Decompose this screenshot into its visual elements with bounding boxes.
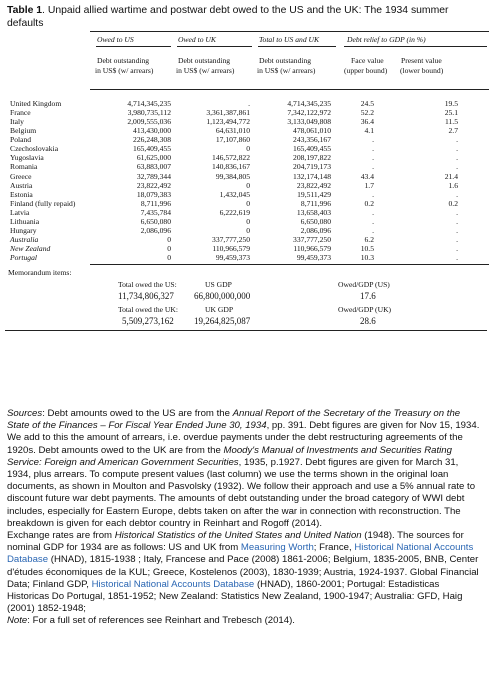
note-text: (HNAD), 1860-2001; Portugal: Estadisticas Historicas Do Portugal, 1851-1952; New Zealand: Statistics New Zealand, 1900-1947; Australia: GFD, Haig (2001) 1852-1948;: [7, 578, 463, 615]
cell-present-value: 11.5: [444, 117, 458, 127]
cell-total: 337,777,250: [293, 235, 331, 245]
cell-owed-us: 0: [167, 235, 171, 245]
rule-uk-group: [177, 46, 252, 47]
table-caption: . Unpaid allied wartime and postwar debt owed to the US and the UK: The 1934 summer defaults: [7, 5, 449, 29]
cell-face-value: 10.5: [360, 244, 374, 254]
cell-total: 4,714,345,235: [287, 99, 331, 108]
cell-total: 99,459,373: [296, 253, 331, 263]
cell-present-value: 2.7: [448, 126, 458, 136]
cell-total: 13,658,403: [296, 207, 331, 217]
cell-country: Portugal: [10, 253, 38, 263]
cell-owed-uk: 110,966,579: [212, 244, 250, 254]
cell-present-value: 19.5: [444, 99, 458, 108]
cell-owed-us: 0: [167, 244, 171, 254]
cell-owed-uk: 3,361,387,861: [206, 108, 250, 118]
cell-present-value: .: [456, 235, 458, 245]
cell-owed-us: 23,822,492: [136, 180, 171, 190]
cell-present-value: .: [456, 207, 458, 217]
note-text: Exchange rates are from: [7, 530, 115, 542]
cell-owed-us: 61,625,000: [136, 153, 171, 163]
cell-owed-us: 413,430,000: [133, 126, 171, 136]
cell-owed-us: 32,789,344: [136, 171, 171, 181]
cell-owed-uk: .: [248, 99, 250, 108]
notes-note-paragraph: [7, 615, 483, 627]
subheader-face-1: Face value: [351, 56, 384, 65]
cell-owed-uk: 0: [246, 225, 250, 235]
cell-present-value: 0.2: [448, 198, 458, 208]
cell-total: 110,966,579: [293, 244, 331, 254]
rule-total-group: [258, 46, 336, 47]
cell-country: Latvia: [10, 207, 30, 217]
subheader-present-2: (lower bound): [400, 66, 444, 75]
subheader-face-2: (upper bound): [344, 66, 388, 75]
memo-owed-gdp-us-label: Owed/GDP (US): [338, 280, 390, 289]
note-text: ; France,: [313, 542, 355, 554]
cell-total: 132,174,148: [293, 171, 331, 181]
table-top-rule: [90, 31, 489, 32]
note-text: : For a full set of references see Reinhart and Trebesch (2014).: [27, 615, 295, 627]
cell-total: 165,409,455: [293, 144, 331, 154]
cell-country: Austria: [10, 180, 33, 190]
memo-owed-gdp-uk-value: 28.6: [360, 316, 376, 326]
cell-present-value: 25.1: [444, 108, 458, 118]
subheader-uk-2: in US$ (w/ arrears): [176, 66, 235, 75]
cell-country: Italy: [10, 117, 24, 127]
cell-face-value: .: [372, 135, 374, 145]
cell-total: 6,650,080: [300, 216, 331, 226]
cell-country: New Zealand: [10, 244, 51, 254]
italic-text: Sources: [7, 408, 43, 419]
cell-owed-us: 4,714,345,235: [127, 99, 171, 108]
cell-owed-us: 165,409,455: [133, 144, 171, 154]
cell-present-value: .: [456, 189, 458, 199]
cell-face-value: .: [372, 153, 374, 163]
cell-total: 478,061,010: [293, 126, 331, 136]
cell-present-value: .: [456, 244, 458, 254]
cell-total: 243,356,167: [293, 135, 331, 145]
memo-us-gdp-label: US GDP: [205, 280, 232, 289]
cell-present-value: .: [456, 162, 458, 172]
cell-present-value: .: [456, 216, 458, 226]
cell-country: Poland: [10, 135, 32, 145]
cell-owed-us: 2,009,555,036: [127, 117, 171, 127]
cell-owed-uk: 99,384,805: [215, 171, 250, 181]
cell-face-value: .: [372, 162, 374, 172]
cell-owed-uk: 99,459,373: [215, 253, 250, 263]
italic-text: Moody's Manual of Investments and Securities Rating Service: Foreign and American Government Securities: [7, 444, 452, 468]
source-link[interactable]: Historical National Accounts Database: [91, 578, 255, 590]
cell-face-value: .: [372, 216, 374, 226]
cell-owed-us: 3,980,735,112: [127, 108, 171, 118]
cell-owed-uk: 1,432,045: [219, 189, 250, 199]
source-link[interactable]: Historical National Accounts Database: [7, 542, 474, 566]
cell-face-value: 0.2: [364, 198, 374, 208]
notes-exchange-paragraph: [7, 530, 483, 615]
memo-uk-gdp-value: 19,264,825,087: [194, 316, 251, 326]
cell-owed-uk: 0: [246, 216, 250, 226]
cell-owed-us: 8,711,996: [140, 198, 171, 208]
cell-present-value: .: [456, 144, 458, 154]
cell-country: Finland (fully repaid): [10, 198, 76, 208]
note-text: , pp. 391. Debt figures are given for Nov 15, 1934. We add to this the amount of arrears, i.e. overdue payments under the debt restructuring agreements of the 1920s. Debt amounts owed to the UK are from the: [7, 420, 480, 456]
note-text: (HNAD), 1815-1938 ; Italy, Francese and Pace (2008) 1861-2006; Belgium, 1835-2005, BNB, Center d'études économiques de la KUL; Greece, Kostelenos (2003), 1830-1939; Austria, 1924-1937. Global Financial Data; Finland GDP,: [7, 554, 479, 590]
cell-owed-uk: 17,107,860: [215, 135, 250, 145]
table-notes: [7, 408, 483, 628]
cell-total: 204,719,173: [293, 162, 331, 172]
cell-owed-uk: 140,836,167: [212, 162, 250, 172]
subheader-uk-1: Debt outstanding: [178, 56, 231, 65]
table-title: [7, 4, 483, 30]
header-owed-us: Owed to US: [97, 35, 134, 44]
table-bottom-rule: [5, 330, 487, 331]
cell-owed-uk: 337,777,250: [212, 235, 250, 245]
table-header-rule: [90, 89, 489, 90]
table-body-rule: [90, 264, 489, 265]
note-text: : Debt amounts owed to the US are from the: [42, 408, 233, 419]
cell-owed-us: 2,086,096: [140, 225, 171, 235]
cell-country: Hungary: [10, 225, 37, 235]
cell-present-value: .: [456, 135, 458, 145]
cell-total: 2,086,096: [300, 225, 331, 235]
cell-face-value: 24.5: [360, 99, 374, 108]
subheader-us-1: Debt outstanding: [97, 56, 150, 65]
cell-owed-uk: 1,123,494,772: [206, 117, 250, 127]
memo-total-us-label: Total owed the US:: [118, 280, 177, 289]
italic-text: Note: [7, 615, 28, 627]
cell-owed-uk: 64,631,010: [215, 126, 250, 136]
cell-face-value: 6.2: [364, 235, 374, 245]
cell-face-value: 1.7: [364, 180, 374, 190]
cell-face-value: .: [372, 144, 374, 154]
subheader-present-1: Present value: [401, 56, 442, 65]
memo-owed-gdp-uk-label: Owed/GDP (UK): [338, 305, 392, 314]
italic-text: Annual Report of the Secretary of the Treasury on the State of the Finances – For Fiscal Year Ended June 30, 1934: [7, 408, 461, 432]
header-total: Total to US and UK: [259, 35, 320, 44]
subheader-us-2: in US$ (w/ arrears): [95, 66, 154, 75]
cell-present-value: .: [456, 225, 458, 235]
memo-total-us-value: 11,734,806,327: [118, 291, 174, 301]
cell-total: 208,197,822: [293, 153, 331, 163]
cell-face-value: 4.1: [364, 126, 374, 136]
memo-total-uk-value: 5,509,273,162: [122, 316, 174, 326]
cell-owed-uk: 6,222,619: [219, 207, 250, 217]
cell-country: France: [10, 108, 31, 118]
source-link[interactable]: Measuring Worth: [240, 542, 314, 554]
cell-face-value: .: [372, 225, 374, 235]
cell-country: Australia: [10, 235, 39, 245]
cell-face-value: 10.3: [360, 253, 374, 263]
cell-face-value: 36.4: [360, 117, 374, 127]
cell-face-value: 52.2: [360, 108, 374, 118]
note-text: (1948). The sources for nominal GDP for 1934 are as follows: US and UK from: [7, 530, 464, 554]
memo-total-uk-label: Total owed the UK:: [118, 305, 178, 314]
cell-present-value: .: [456, 253, 458, 263]
cell-total: 7,342,122,972: [287, 108, 331, 118]
cell-owed-uk: 146,572,822: [212, 153, 250, 163]
cell-country: Yugoslavia: [10, 153, 44, 163]
cell-country: United Kingdom: [10, 99, 62, 108]
cell-owed-us: 63,883,007: [136, 162, 171, 172]
cell-total: 3,133,049,808: [287, 117, 331, 127]
memo-heading: Memorandum items:: [8, 268, 72, 277]
memo-owed-gdp-us-value: 17.6: [360, 291, 376, 301]
rule-us-group: [96, 46, 171, 47]
cell-total: 23,822,492: [296, 180, 331, 190]
cell-country: Estonia: [10, 189, 33, 199]
cell-owed-us: 226,248,308: [133, 135, 171, 145]
cell-present-value: .: [456, 153, 458, 163]
note-text: , 1935, p.1927. Debt figures are given for March 31, 1934, plus arrears. To compute present values (last column) we use the terms shown in the original loan documents, as shown in Moulton and Pasvolsky (1932). We follow their approach and use a 5% annual rate to discount future war debt payments. The amounts of debt outstanding under the broad category of WWI debt includes, especially for Eastern Europe, debts taken on after the war in connection with reconstruction. The breakdown is given for each debtor country in Reinhart and Rogoff (2014).: [7, 456, 476, 529]
cell-face-value: .: [372, 207, 374, 217]
cell-total: 8,711,996: [300, 198, 331, 208]
rule-relief-group: [344, 46, 487, 47]
cell-face-value: 43.4: [360, 171, 374, 181]
cell-country: Romania: [10, 162, 38, 172]
subheader-total-1: Debt outstanding: [259, 56, 312, 65]
cell-present-value: 1.6: [448, 180, 458, 190]
cell-country: Greece: [10, 171, 32, 181]
memo-us-gdp-value: 66,800,000,000: [194, 291, 251, 301]
cell-country: Lithuania: [10, 216, 40, 226]
cell-face-value: .: [372, 189, 374, 199]
cell-owed-us: 6,650,080: [140, 216, 171, 226]
cell-owed-us: 0: [167, 253, 171, 263]
notes-sources-paragraph: [7, 408, 483, 530]
table-number: Table 1: [7, 5, 43, 16]
cell-country: Belgium: [10, 126, 37, 136]
italic-text: Historical Statistics of the United States and United Nation: [114, 530, 362, 542]
header-debt-relief: Debt relief to GDP (in %): [347, 35, 426, 44]
cell-country: Czechoslovakia: [10, 144, 59, 154]
cell-owed-uk: 0: [246, 198, 250, 208]
cell-owed-uk: 0: [246, 180, 250, 190]
cell-total: 19,511,429: [297, 189, 331, 199]
header-owed-uk: Owed to UK: [178, 35, 216, 44]
memo-uk-gdp-label: UK GDP: [205, 305, 234, 314]
cell-present-value: 21.4: [444, 171, 458, 181]
subheader-total-2: in US$ (w/ arrears): [257, 66, 316, 75]
cell-owed-us: 7,435,784: [140, 207, 171, 217]
cell-owed-uk: 0: [246, 144, 250, 154]
cell-owed-us: 18,079,383: [136, 189, 171, 199]
